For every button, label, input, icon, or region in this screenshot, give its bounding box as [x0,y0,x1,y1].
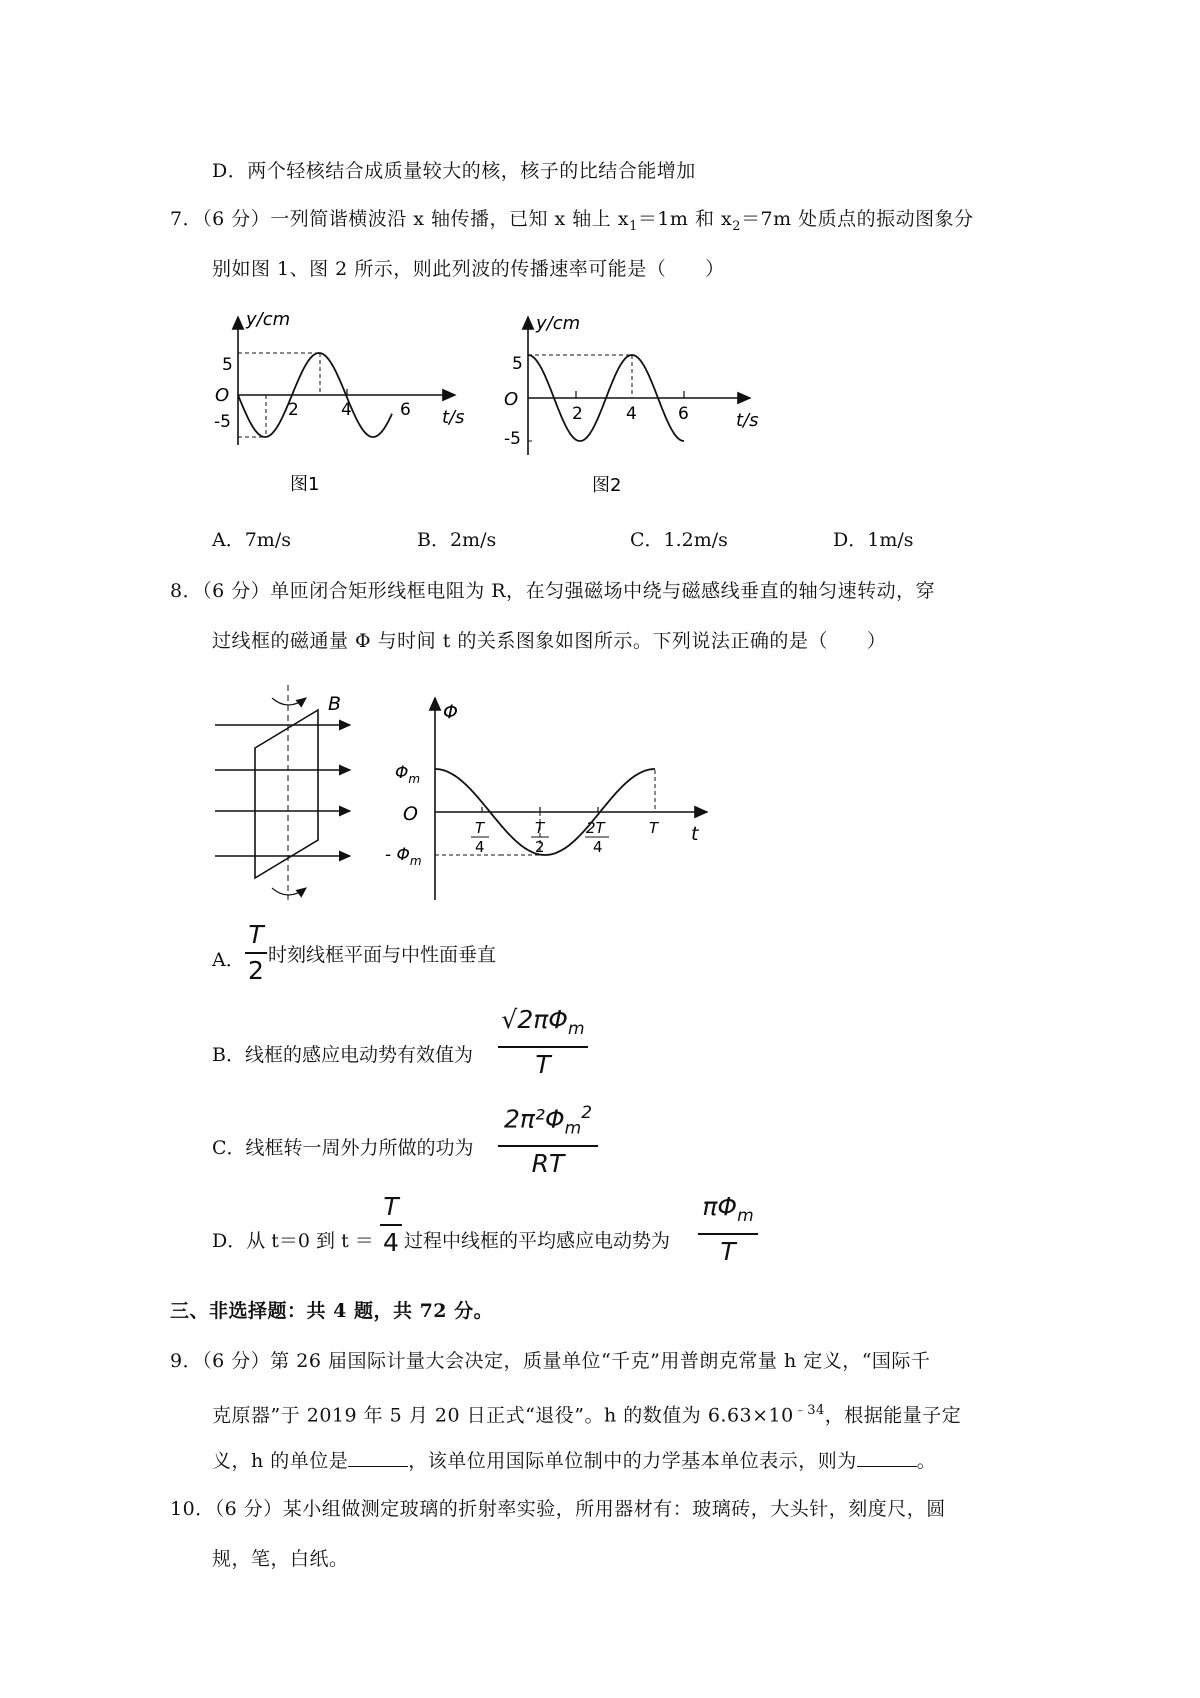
q8-option-d-text2: 过程中线框的平均感应电动势为 [404,1230,671,1252]
xtick-t-over-4 [471,819,489,856]
q8-option-a-text: 时刻线框平面与中性面垂直 [268,944,497,966]
svg-text:T: T [535,819,545,837]
fig1-origin: O [215,385,230,406]
fig1-ytick-5: 5 [222,355,233,375]
xtick-t: T [649,819,659,837]
svg-text:2T: 2T [586,819,605,837]
fig1-ytick-neg5: -5 [214,412,231,432]
q7-line2: 别如图 1、图 2 所示，则此列波的传播速率可能是（ ） [212,258,725,280]
fig1-xtick-2: 2 [288,400,299,420]
q7-line1: 7．（6 分）一列简谐横波沿 x 轴传播，已知 x 轴上 $x_1=1m$ 和 $x_2=7m$ 处质点的振动图象分 [170,208,974,234]
q7-figure-1 [210,305,470,495]
fig1-ylabel: y/cm [246,309,291,330]
q8-option-c-text: C．线框转一周外力所做的功为 [212,1137,474,1159]
q7-option-d: D．1m/s [833,529,914,551]
q8-option-c-fraction: $2\pi^2\Phi_m^2$ RT [498,1096,598,1181]
q10-line1: 10．（6 分）某小组做测定玻璃的折射率实验，所用器材有：玻璃砖，大头针，刻度尺，圆 [170,1498,946,1520]
fig2-xlabel: t/s [736,410,759,431]
q9-line1: 9．（6 分）第 26 届国际计量大会决定，质量单位“千克”用普朗克常量 h 定义，“国际千 [170,1350,931,1372]
q8-option-d-fraction-2: $\pi\Phi_m$ T [698,1190,758,1269]
svg-text:T: T [475,819,485,837]
fig2-xtick-2: 2 [572,404,583,424]
fig2-xtick-6: 6 [678,404,689,424]
flux-axis-label: Φ [443,701,458,723]
q8-option-b-text: B．线框的感应电动势有效值为 [212,1044,473,1066]
fig2-caption: 图2 [592,475,622,495]
q8-option-d-text1: D．从 t＝0 到 t ＝ [212,1230,374,1252]
fig2-ylabel: y/cm [536,313,581,334]
q7-option-c: C．1.2m/s [630,529,728,551]
fig1-xlabel: t/s [442,407,465,428]
fig1-xtick-4: 4 [341,400,352,420]
q8-flux-graph [385,690,715,905]
svg-text:4: 4 [593,838,603,856]
fig2-ytick-neg5: -5 [504,429,521,449]
svg-text:2: 2 [535,838,545,856]
q7-option-a: A．7m/s [212,529,291,551]
q9-blank-2[interactable] [857,1448,917,1467]
q8-option-a-fraction: T 2 [245,918,267,988]
flux-origin: O [403,803,418,825]
q8-line2: 过线框的磁通量 Φ 与时间 t 的关系图象如图所示。下列说法正确的是（ ） [212,630,887,652]
q8-option-b-fraction: $√2\pi\Phi_m$ T [498,1003,588,1082]
q10-line2: 规，笔，白纸。 [212,1548,349,1570]
fig2-origin: O [504,389,519,410]
flux-min-label: - $\Phi_m$ [385,845,422,868]
fig1-caption: 图1 [290,474,320,495]
fig2-xtick-4: 4 [626,404,637,424]
svg-text:4: 4 [475,838,485,856]
q8-option-d-fraction-1: T 4 [380,1190,402,1260]
q6-option-d: D．两个轻核结合成质量较大的核，核子的比结合能增加 [212,160,696,182]
q7-figure-2 [500,305,760,495]
q9-line2: 克原器”于 2019 年 5 月 20 日正式“退役”。h 的数值为 $6.63\times 10^{﹣34}$，根据能量子定 [212,1403,962,1427]
fig1-xtick-6: 6 [400,400,411,420]
b-field-label: B [328,693,342,715]
q8-frame-diagram [210,680,370,905]
q9-line3: 义，h 的单位是 ，该单位用国际单位制中的力学基本单位表示，则为 。 [212,1450,937,1472]
time-axis-label: t [691,823,699,845]
flux-max-label: $\Phi_m$ [395,763,421,786]
fig2-ytick-5: 5 [512,354,523,374]
q9-blank-1[interactable] [348,1448,408,1467]
xtick-t-over-2 [531,819,549,856]
section-3-heading: 三、非选择题：共 4 题，共 72 分。 [170,1300,494,1322]
q7-option-b: B．2m/s [417,529,497,551]
q8-line1: 8．（6 分）单匝闭合矩形线框电阻为 R，在匀强磁场中绕与磁感线垂直的轴匀速转动，穿 [170,580,936,602]
q8-option-a-prefix: A． [212,949,245,971]
